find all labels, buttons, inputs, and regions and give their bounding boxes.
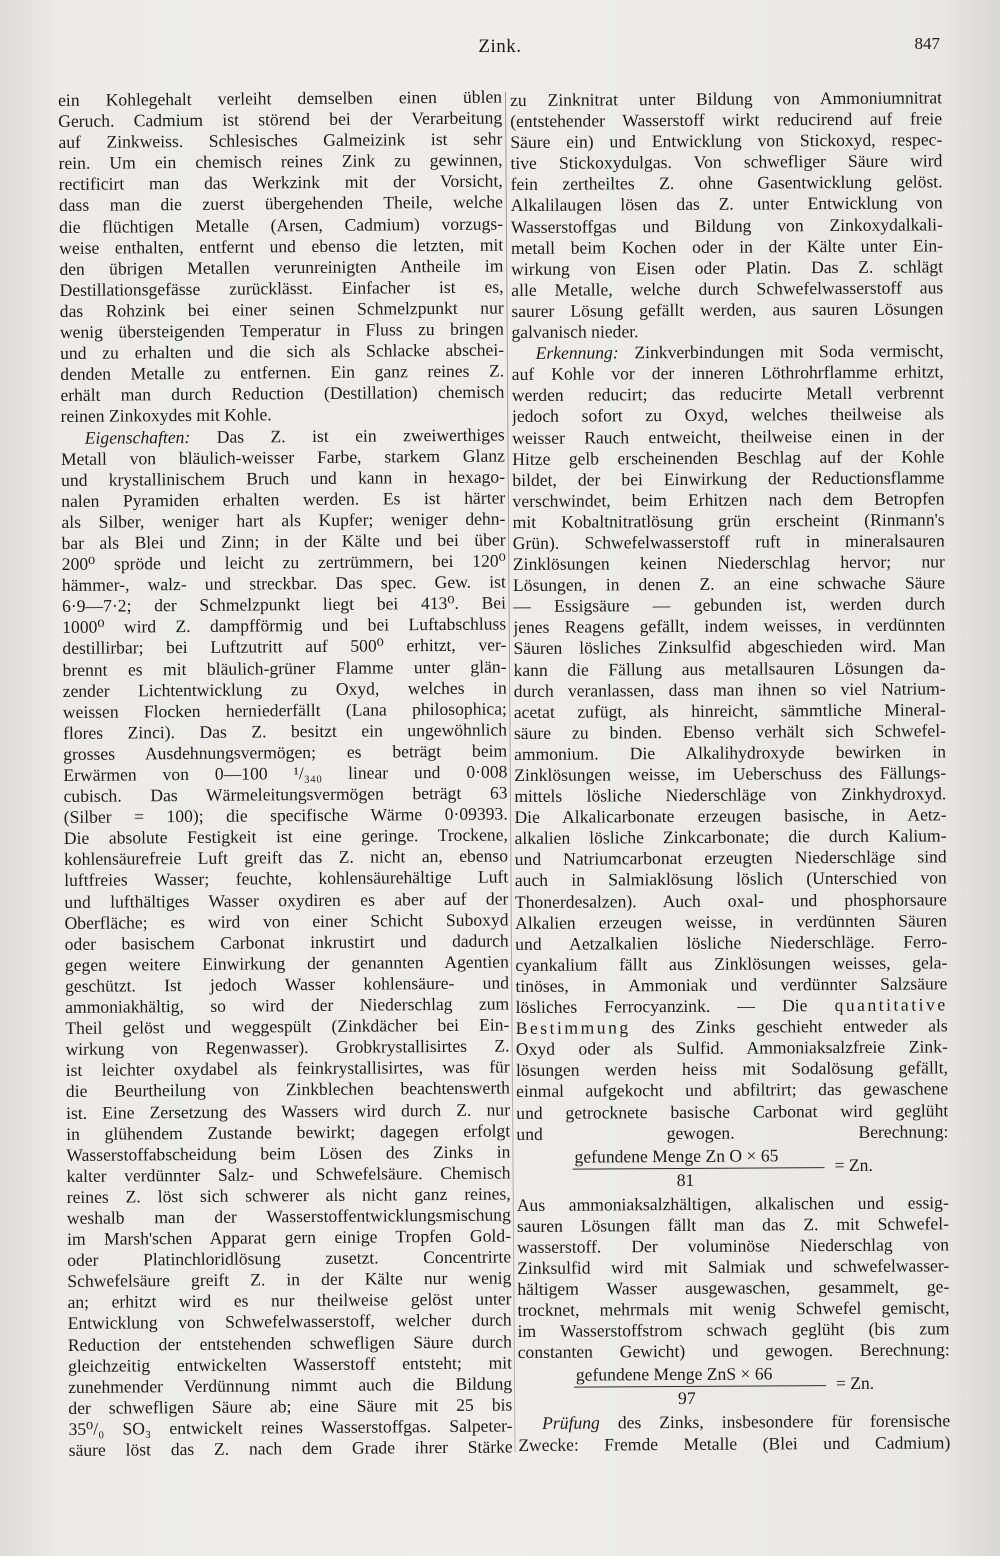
text-line: trocknet, mehrmals mit wenig Schwefel gemischt, — [517, 1297, 950, 1321]
text-line: weshalb man der Wasserstoffentwicklungsmischung — [66, 1204, 511, 1228]
text-line: jenes Reagens gefällt, indem weisses, in verdünnten — [513, 614, 946, 638]
text-line: brennt es mit bläulich-grüner Flamme unter glän- — [62, 656, 507, 680]
text-line: Zinklösungen weisse, im Ueberschuss des Fällungs- — [514, 762, 947, 785]
text-line: constanten Gewicht) und gewogen. Berechnung: — [517, 1339, 950, 1363]
text-line: Alkalilaugen lösen das Z. unter Entwicklung von — [510, 192, 943, 216]
paragraph-block-testing — [518, 1411, 950, 1456]
text-line: cyankalium fällt aus Zinklösungen weisses, gela- — [515, 952, 948, 975]
text-line: 200⁰ spröde und leicht zu zertrümmern, bei 120⁰ — [61, 550, 506, 575]
text-line: Säure ein) und Entwicklung von Stickoxyd, respec- — [510, 129, 943, 153]
text-line: hämmer-, walz- und streckbar. Das spec. Gew. ist — [61, 571, 506, 596]
formula-zinc-sulfide — [518, 1363, 950, 1410]
text-line: Hitze gelb erscheinenden Beschlag auf der Kohle — [512, 445, 945, 469]
text-line: reinen Zinkoxydes mit Kohle. — [60, 404, 272, 427]
formula-denominator: 97 — [677, 1388, 696, 1409]
text-line: gegen weitere Einwirkung der genannten Agentien — [64, 951, 509, 975]
text-line: — Essigsäure — gebunden ist, werden durch — [513, 593, 946, 617]
text-line: auf Kohle vor der inneren Löthrohrflamme erhitzt, — [511, 361, 944, 385]
text-line: und zu erhalten und die sich als Schlacke abschei- — [59, 339, 505, 364]
text-line: dass man die zuerst übergehenden Theile, welche — [58, 191, 503, 216]
text-line: Zwecke: Fremde Metalle (Blei und Cadmium) — [518, 1431, 951, 1455]
text-line: werden reducirt; das reducirte Metall verbrennt — [511, 382, 944, 406]
text-line: alle Metalle, welche durch Schwefelwasserstoff aus — [511, 277, 944, 300]
text-line: und Natriumcarbonat erzeugten Niederschläge sind — [514, 846, 947, 870]
text-line: jedoch sofort zu Oxyd, welches theilweise als — [511, 403, 945, 427]
text-line: destillirbar; bei Luftzutritt auf 500⁰ erhitzt, ver- — [62, 634, 507, 659]
formula-numerator: gefundene Menge Zn O × 65 — [574, 1145, 779, 1167]
page-number: 847 — [914, 34, 940, 53]
text-line: lösungen werden heiss mit Sodalösung gefällt, — [515, 1057, 949, 1081]
text-line: metall beim Kochen oder in der Kälte unter Ein- — [510, 235, 944, 258]
text-line: 35⁰/₀ SO₃ entwickelt reines Wasserstoffgas. Salpeter- — [68, 1415, 513, 1439]
text-column-right — [510, 87, 950, 1455]
text-line: Geruch. Cadmium ist störend bei der Verarbeitung — [58, 107, 503, 132]
text-line: wasserstoff. Der voluminöse Niederschlag von — [517, 1234, 950, 1257]
text-line: mit Kobaltnitratlösung grün erscheint (Rinmann's — [512, 509, 945, 532]
text-line: weise enthalten, entfernt und ebenso die letzten, mit — [59, 234, 504, 258]
text-line: Die Alkalicarbonate erzeugen basische, in Aetz- — [514, 804, 947, 828]
text-line: hältigem Wasser ausgewaschen, gesammelt, ge- — [517, 1276, 950, 1300]
text-line: (Silber = 100); die specifische Wärme 0·09393. — [63, 803, 508, 828]
text-line: (entstehender Wasserstoff wirkt reducirend auf freie — [510, 108, 943, 132]
text-line: ist leichter oxydabel als feinkrystallisirtes, was für — [65, 1056, 510, 1081]
text-line: an; erhitzt wird es nur theilweise gelöst unter — [67, 1288, 512, 1313]
text-line: und getrocknete basische Carbonat wird geglüht — [516, 1099, 949, 1123]
text-line: weisser Rauch entweicht, theilweise einen in der — [512, 424, 945, 448]
fraction-bar — [573, 1167, 825, 1170]
text-line: bildet, der bei Einwirkung der Reductionsflamme — [512, 467, 945, 490]
text-line: Wasserstoffabscheidung beim Lösen des Zinks in — [66, 1141, 511, 1165]
text-line: Alkalien erzeugen weisse, in verdünnten Säuren — [515, 910, 948, 933]
text-line: alkalien lösliche Zinkcarbonate; die durch Kalium- — [514, 825, 947, 849]
text-line: den übrigen Metallen verunreinigten Antheile im — [59, 255, 504, 279]
text-line: luftfreies Wasser; feuchte, kohlensäurehältige Luft — [64, 866, 509, 891]
text-line: Theil gelöst und weggespült (Zinkdächer bei Ein- — [65, 1014, 510, 1039]
text-line: ammoniakhältig, so wird der Niederschlag zum — [65, 993, 510, 1018]
text-line: wirkung von Regenwasser). Grobkrystallisirtes Z. — [65, 1035, 510, 1060]
text-line: Schwefelsäure greift Z. in der Kälte nur wenig — [67, 1267, 512, 1292]
text-line: die Beurtheilung von Zinkblechen beachtenswerth — [65, 1077, 510, 1102]
text-line: die flüchtigen Metalle (Arsen, Cadmium) vorzugs- — [58, 213, 504, 237]
text-line: fein zertheiltes Z. ohne Gasentwicklung gelöst. — [510, 171, 943, 195]
paragraph-block-sulfide — [517, 1192, 950, 1363]
text-line: der schwefligen Säure ab; eine Säure mit 25 bis — [68, 1394, 513, 1418]
formula-result: = Zn. — [834, 1154, 873, 1175]
text-line: im Marsh'schen Apparat gern einige Tropfen Gold- — [66, 1225, 512, 1250]
text-line: Prüfung des Zinks, insbesondere für forensische — [542, 1410, 951, 1434]
text-line: Thonerdesalzen). Auch oxal- und phosphorsaure — [514, 888, 948, 912]
text-line: Erwärmen von 0—100 ¹/₃₄₀ linear und 0·008 — [63, 761, 508, 785]
text-line: Bestimmung des Zinks geschieht entweder als — [515, 1015, 948, 1039]
text-line: Eigenschaften: Das Z. ist ein zweiwerthiges — [84, 424, 505, 448]
text-line: ist. Eine Zersetzung des Wassers wird durch Z. nur — [65, 1098, 511, 1123]
text-line: geschützt. Ist jedoch Wasser kohlensäure- und — [64, 972, 510, 996]
text-line: rectificirt man das Werkzink mit der Vorsicht, — [58, 170, 503, 195]
text-line: wenig übersteigenden Temperatur in Fluss zu bringen — [59, 318, 504, 343]
text-line: durch veranlassen, dass man ihnen so viel Natrium- — [513, 677, 946, 701]
text-line: Entwicklung von Schwefelwasserstoff, welcher durch — [67, 1309, 512, 1334]
text-line: flores Zinci). Das Z. besitzt ein ungewöhnlich — [62, 719, 508, 743]
text-line: Destillationsgefässe zurücklässt. Einfacher ist es, — [59, 276, 504, 300]
text-line: kann die Fällung aus metallsauren Lösungen da- — [513, 656, 946, 680]
text-line: in glühendem Zustande bewirkt; dagegen erfolgt — [66, 1120, 511, 1144]
text-line: Zinklösungen keinen Niederschlag hervor; nur — [512, 551, 945, 575]
text-line: zender Lichtentwicklung zu Oxyd, welches in — [62, 677, 507, 701]
text-line: denden Metalle zu entfernen. Ein ganz reines Z. — [60, 360, 505, 385]
text-line: Oxyd oder als Sulfid. Ammoniaksalzfreie Zink- — [515, 1036, 948, 1060]
text-line: als Silber, weniger hart als Kupfer; weniger dehn- — [61, 508, 506, 532]
text-line: im Wasserstoffstrom schwach geglüht (bis zum — [517, 1318, 950, 1342]
text-line: Grün). Schwefelwasserstoff ruft in mineralsauren — [512, 530, 945, 553]
text-line: ammonium. Die Alkalihydroxyde bewirken in — [513, 741, 947, 764]
text-line: zunehmender Verdünnung nimmt auch die Bildung — [68, 1373, 513, 1397]
formula-zinc-oxide — [516, 1144, 948, 1191]
text-line: gleichzeitig entwickelten Wasserstoff entsteht; mit — [67, 1352, 513, 1376]
running-head-title: Zink. — [478, 36, 522, 57]
text-line: oder basischem Carbonat inkrustirt und dadurch — [64, 930, 509, 954]
text-line: galvanisch nieder. — [511, 321, 639, 343]
text-line: kalter verdünnter Salz- und Schwefelsäure. Chemisch — [66, 1162, 511, 1186]
text-line: Erkennung: Zinkverbindungen mit Soda vermischt, — [535, 340, 944, 363]
text-line: Zinksulfid wird mit Salmiak und schwefelwasser- — [517, 1255, 950, 1278]
text-line: mittels lösliche Niederschläge von Zinkhydroxyd. — [514, 783, 947, 807]
text-line: Lösungen, in denen Z. an eine schwache Säure — [512, 572, 946, 596]
text-line: Reduction der entstehenden schwefligen Säure durch — [67, 1331, 512, 1355]
text-line: erhält man durch Reduction (Destillation) chemisch — [60, 381, 505, 406]
text-line: tinöses, in Ammoniak und verdünnter Salzsäure — [515, 973, 948, 996]
text-line: bar als Blei und Zinn; in der Kälte und bei über — [61, 529, 506, 553]
text-line: und gewogen. Berechnung: — [516, 1120, 949, 1144]
text-line: 6·9—7·2; der Schmelzpunkt liegt bei 413⁰. Bei — [61, 592, 507, 617]
text-line: verschwindet, beim Erhitzen nach dem Betropfen — [512, 488, 945, 511]
text-line: reines Z. löst sich schwerer als nicht ganz reines, — [66, 1183, 511, 1207]
text-line: Aus ammoniaksalzhältigen, alkalischen und essig- — [516, 1192, 949, 1215]
text-line: auf Zinkweiss. Schlesisches Galmeizink ist sehr — [58, 128, 503, 153]
text-line: zu Zinknitrat unter Bildung von Ammoniumnitrat — [510, 87, 943, 110]
text-line: oder Platinchloridlösung zusetzt. Concentrirte — [67, 1246, 512, 1271]
text-line: und krystallinischem Bruch und kann in hexago- — [60, 466, 506, 490]
text-line: lösliches Ferrocyanzink. — Die quantitative — [515, 994, 948, 1018]
text-line: 1000⁰ wird Z. dampfförmig und bei Luftabschluss — [62, 613, 507, 638]
text-line: saurer Lösung gefällt werden, aus sauren Lösungen — [511, 298, 944, 321]
formula-numerator: gefundene Menge ZnS × 66 — [575, 1363, 773, 1386]
text-line: Metall von bläulich-weisser Farbe, starkem Glanz — [60, 445, 505, 469]
text-line: Die absolute Festigkeit ist eine geringe. Trockene, — [63, 824, 508, 849]
text-line: Säuren lösliches Zinksulfid abgeschieden wird. Man — [513, 635, 946, 659]
text-line: Oberfläche; es wird von einer Schicht Suboxyd — [64, 909, 509, 933]
fraction-bar — [574, 1386, 826, 1389]
text-line: und lufthältiges Wasser oxydiren es aber auf der — [64, 888, 509, 912]
text-line: sauren Lösungen fällt man das Z. mit Schwefel- — [516, 1213, 949, 1236]
text-line: ein Kohlegehalt verleiht demselben einen üblen — [58, 86, 503, 110]
text-line: cubisch. Das Wärmeleitungsvermögen beträgt 63 — [63, 782, 508, 807]
text-line: weissen Flocken herniederfällt (Lana philosophica; — [62, 698, 507, 722]
text-line: nalen Pyramiden erhalten werden. Es ist härter — [61, 487, 506, 511]
text-line: rein. Um ein chemisch reines Zink zu gewinnen, — [58, 149, 503, 174]
text-line: einmal aufgekocht und abfiltrirt; das gewaschene — [516, 1078, 949, 1102]
text-line: säure löst das Z. nach dem Grade ihrer Stärke — [68, 1436, 513, 1460]
paragraph-block-reactions — [510, 87, 948, 1144]
text-line: auch in Salmiaklösung löslich (Unterschied von — [514, 867, 947, 891]
text-column-left — [58, 87, 513, 1462]
text-line: wirkung von Eisen oder Platin. Das Z. schlägt — [511, 256, 944, 279]
text-line: acetat zufügt, als hinreicht, sämmtliche Mineral- — [513, 699, 946, 722]
text-line: und Aetzalkalien lösliche Niederschläge. Ferro- — [515, 931, 948, 954]
formula-result: = Zn. — [835, 1373, 875, 1394]
text-line: grosses Ausdehnungsvermögen; es beträgt beim — [63, 740, 508, 764]
text-line: tive Stickoxydulgas. Von schwefliger Säure wird — [510, 150, 943, 174]
text-line: kohlensäurefreie Luft greift das Z. nicht an, ebenso — [63, 845, 509, 870]
formula-denominator: 81 — [676, 1169, 695, 1190]
text-line: säure zu binden. Ebenso verhält sich Schwefel- — [513, 720, 946, 743]
text-line: Wasserstoffgas und Bildung von Zinkoxydalkali- — [510, 213, 943, 237]
text-line: das Rohzink bei einer seinen Schmelzpunkt nur — [59, 297, 504, 321]
